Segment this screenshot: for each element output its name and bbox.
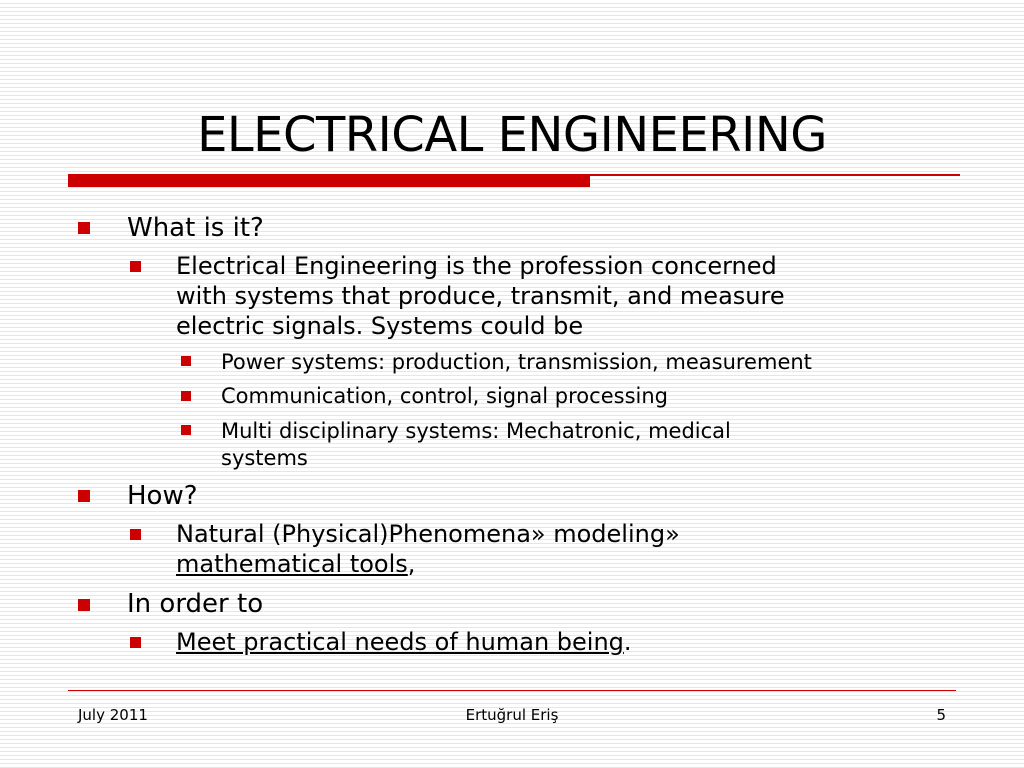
bullet-square-icon xyxy=(130,637,141,648)
footer-author: Ertuğrul Eriş xyxy=(465,706,559,724)
bullet-square-icon xyxy=(130,261,141,272)
bullet-in-order-to: In order to xyxy=(127,589,264,619)
how-line: Natural (Physical)Phenomena» modeling» xyxy=(176,520,680,548)
footer-page-number: 5 xyxy=(936,706,946,724)
bullet-how: How? xyxy=(127,481,198,511)
bullet-square-icon xyxy=(78,222,90,234)
definition-line: Electrical Engineering is the profession concerned xyxy=(176,252,777,280)
bullet-square-icon xyxy=(130,529,141,540)
definition-line: electric signals. Systems could be xyxy=(176,312,584,340)
how-trailing-punct: , xyxy=(407,550,416,578)
bullet-square-icon xyxy=(181,391,191,401)
slide-title: ELECTRICAL ENGINEERING xyxy=(197,107,827,163)
footer-divider xyxy=(68,690,956,691)
how-line-2 xyxy=(176,549,415,579)
bullet-square-icon xyxy=(181,425,191,435)
practical-needs-link[interactable]: Meet practical needs of human being xyxy=(176,628,624,656)
system-item: Multi disciplinary systems: Mechatronic, medical xyxy=(221,419,731,443)
bullet-what-is-it: What is it? xyxy=(127,213,264,243)
purpose-line xyxy=(176,627,632,657)
system-item-continued: systems xyxy=(221,446,308,470)
bullet-square-icon xyxy=(181,356,191,366)
purpose-trailing-punct: . xyxy=(623,628,632,656)
system-item: Communication, control, signal processing xyxy=(221,384,668,408)
system-item: Power systems: production, transmission, measurement xyxy=(221,350,812,374)
mathematical-tools-link[interactable]: mathematical tools xyxy=(176,550,408,578)
bullet-square-icon xyxy=(78,490,90,502)
bullet-square-icon xyxy=(78,599,90,611)
footer-date: July 2011 xyxy=(78,706,148,724)
definition-line: with systems that produce, transmit, and measure xyxy=(176,282,785,310)
